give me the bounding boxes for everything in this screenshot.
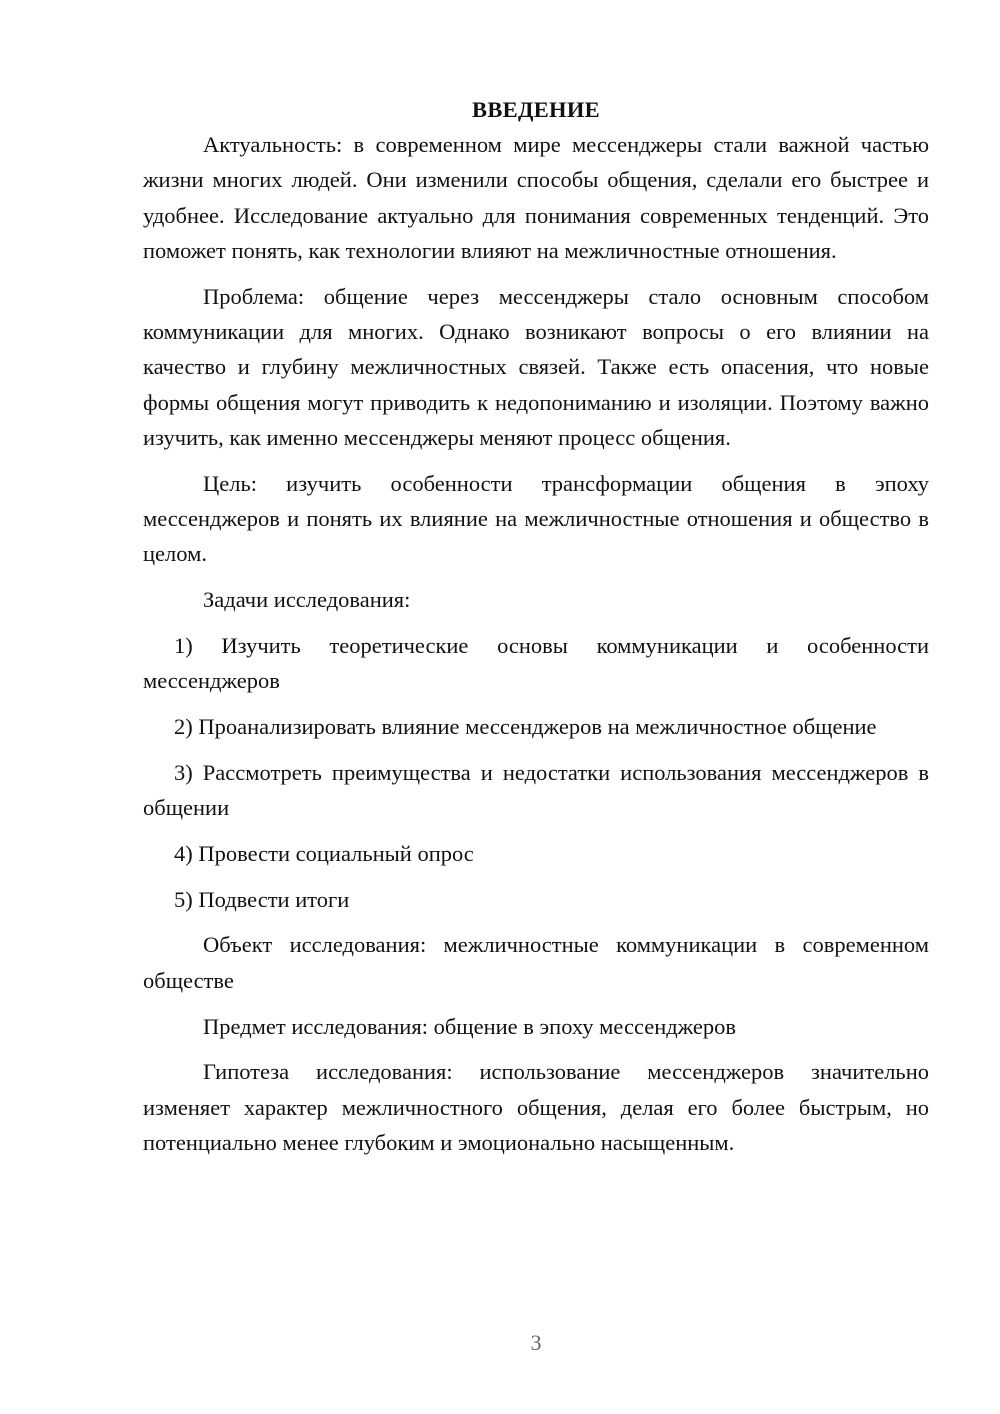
paragraph-goal: Цель: изучить особенности трансформации общения в эпоху мессенджеров и понять их влияние на межличностные отношения и общество в целом.: [143, 470, 929, 567]
page-number: 3: [530, 1330, 542, 1355]
paragraph-subject: Предмет исследования: общение в эпоху мессенджеров: [203, 1013, 737, 1039]
task-item-1: 1) Изучить теоретические основы коммуникации и особенности мессенджеров: [143, 632, 929, 694]
paragraph-object: Объект исследования: межличностные коммуникации в современном обществе: [143, 932, 929, 993]
paragraph-hypothesis: Гипотеза исследования: использование мессенджеров значительно изменяет характер межличностного общения, делая его более быстрым, но потенциально менее глубоким и эмоционально насыщенным.: [143, 1059, 929, 1155]
task-item-2: 2) Проанализировать влияние мессенджеров на межличностное общение: [174, 713, 877, 739]
paragraph-problem: Проблема: общение через мессенджеры стало основным способом коммуникации для многих. Однако возникают вопросы о его влиянии на качество и глубину межличностных связей. Также есть опасения, что новые формы общения могут приводить к недопониманию и изоляции. Поэтому важно изучить, как именно мессенджеры меняют процесс общения.: [143, 283, 929, 450]
task-item-5: 5) Подвести итоги: [174, 886, 350, 912]
section-title: ВВЕДЕНИЕ: [472, 97, 600, 122]
task-item-4: 4) Провести социальный опрос: [174, 840, 474, 866]
task-item-3: 3) Рассмотреть преимущества и недостатки использования мессенджеров в общении: [143, 759, 929, 821]
tasks-heading: Задачи исследования:: [203, 587, 411, 613]
document-page: [143, 92, 929, 1160]
paragraph-relevance: Актуальность: в современном мире мессенджеры стали важной частью жизни многих людей. Они изменили способы общения, сделали его быстрее и удобнее. Исследование актуально для понимания современных тенденций. Это поможет понять, как технологии влияют на межличностные отношения.: [143, 132, 929, 263]
